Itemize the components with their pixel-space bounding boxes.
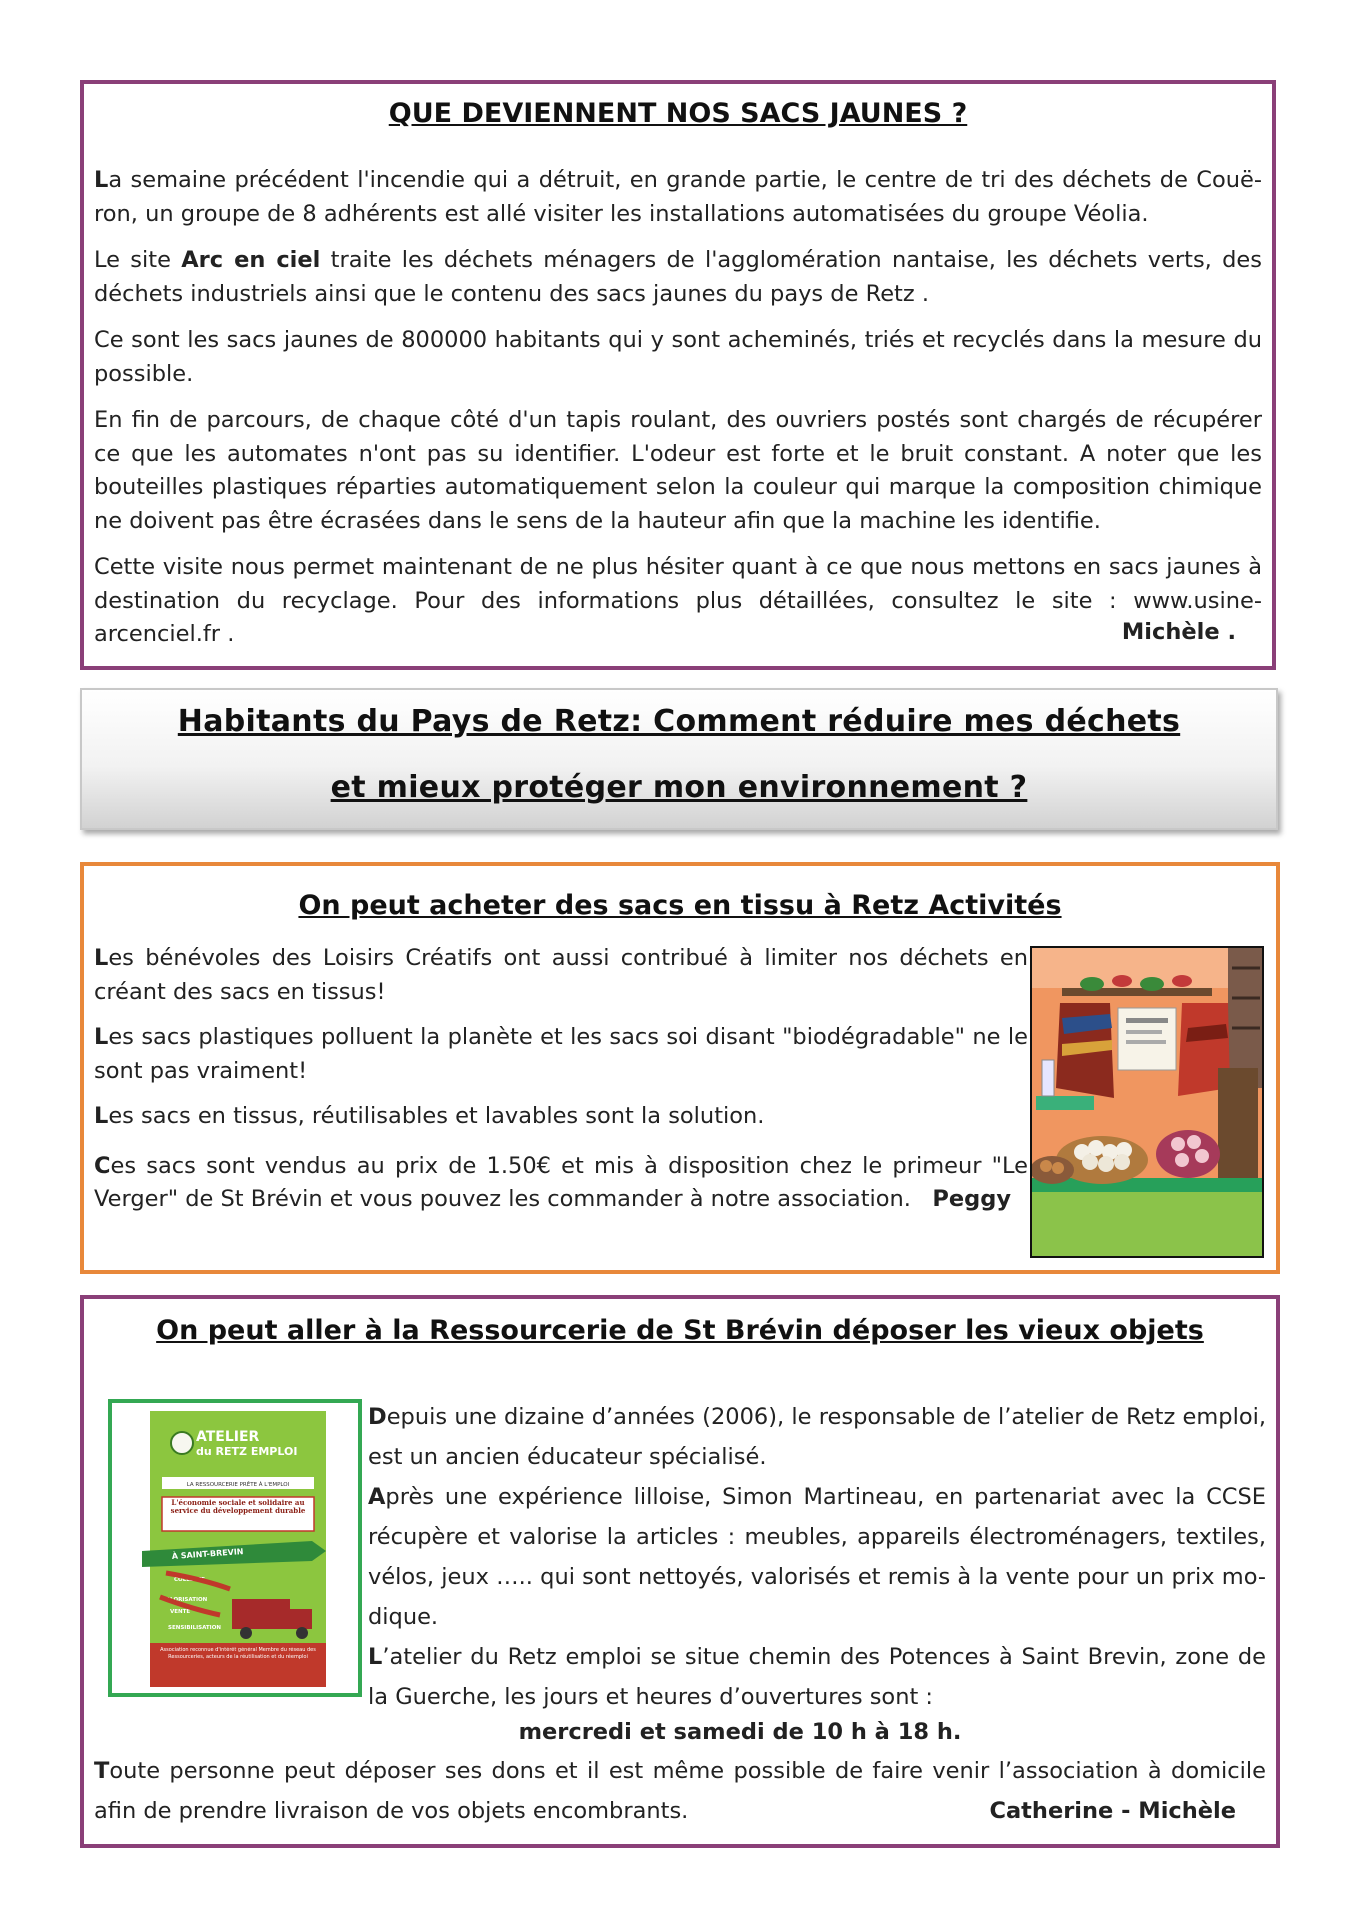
- sacs-tissu-title: On peut acheter des sacs en tissu à Retz Activités: [298, 890, 1062, 921]
- drop-letter: L: [368, 1644, 383, 1670]
- poster-step: SENSIBILISATION: [168, 1625, 221, 1631]
- ressourcerie-title: On peut aller à la Ressourcerie de St Brévin déposer les vieux objets: [156, 1315, 1204, 1346]
- market-stall-illustration: [1032, 948, 1262, 1256]
- ressourcerie-article: [80, 1295, 1280, 1848]
- paragraph-text: es bénévoles des Loisirs Créatifs ont aussi contribué à limiter nos déchets en créant des sacs en tissus!: [94, 945, 1028, 1005]
- poster-step: COLLECTE: [174, 1577, 206, 1583]
- sacs-tissu-body: [94, 942, 1028, 1229]
- banner-line-2: et mieux protéger mon environnement ?: [330, 770, 1028, 805]
- paragraph-text: ’atelier du Retz emploi se situe chemin des Potences à Saint Brevin, zone de la Guerche, les jours et heures d’ouvertures sont :: [368, 1644, 1266, 1710]
- market-stall-photo: [1030, 946, 1264, 1258]
- paragraph: [94, 164, 1262, 231]
- paragraph-text: a semaine précédent l'incendie qui a détruit, en grande partie, le centre de tri des déchets de Couë-ron, un groupe de 8 adhérents est allé visiter les installations automatisées du groupe Véolia.: [94, 167, 1262, 227]
- poster-step: VALORISATION: [162, 1597, 208, 1603]
- drop-letter: A: [368, 1484, 386, 1510]
- paragraph: [94, 942, 1028, 1009]
- sacs-jaunes-body: [94, 164, 1262, 647]
- paragraph: [94, 1150, 1028, 1217]
- paragraph: [368, 1477, 1266, 1637]
- sacs-jaunes-article: [80, 80, 1276, 670]
- paragraph-text: près une expérience lilloise, Simon Martineau, en partenariat avec la CCSE récupère et valorise la articles : meubles, appareils électroménagers, textiles, vélos, jeux ….. qui sont nettoyés, valorisés et remis à la vente pour un prix mo-dique.: [368, 1484, 1266, 1630]
- poster-footer: Association reconnue d'intérêt général Membre du réseau des Ressourceries, acteurs de la réutilisation et du réemploi: [160, 1647, 316, 1660]
- atelier-poster-illustration: [112, 1403, 358, 1693]
- paragraph: [368, 1397, 1266, 1477]
- drop-letter: L: [94, 1024, 109, 1050]
- drop-letter: T: [94, 1758, 110, 1784]
- paragraph-text: Le site: [94, 247, 182, 273]
- signature: Michèle .: [1121, 618, 1236, 645]
- section-banner: [80, 688, 1278, 830]
- paragraph: En fin de parcours, de chaque côté d'un tapis roulant, des ouvriers postés sont chargés de récupérer ce que les automates n'ont pas su identifier. L'odeur est forte et le bruit constant. A noter que les bouteilles plastiques réparties automatiquement selon la couleur qui marque la composition chimique ne doivent pas être écrasées dans le sens de la hauteur afin que la machine les identifie.: [94, 407, 1262, 534]
- drop-letter: C: [94, 1152, 111, 1179]
- drop-letter: D: [368, 1404, 387, 1430]
- ressourcerie-body: [368, 1397, 1266, 1717]
- paragraph-text: oute personne peut déposer ses dons et il est même possible de faire venir l’association à domicile afin de prendre livraison de vos objets encombrants.: [94, 1758, 1266, 1824]
- drop-letter: L: [94, 167, 109, 193]
- paragraph-text: Cette visite nous permet maintenant de ne plus hésiter quant à ce que nous mettons en sacs jaunes à destination du recyclage. Pour des informations plus détaillées, consultez le site : www.usine-arcenciel.fr .: [94, 554, 1262, 647]
- poster-tagline: LA RESSOURCERIE PRÊTE À L'EMPLOI: [186, 1482, 290, 1488]
- poster-step: VENTE: [170, 1609, 191, 1615]
- poster-box-text: L'économie sociale et solidaire au service du développement durable: [170, 1499, 306, 1515]
- drop-letter: L: [94, 1103, 109, 1129]
- signature: Catherine - Michèle: [989, 1798, 1236, 1824]
- paragraph: Ce sont les sacs jaunes de 800000 habitants qui y sont acheminés, triés et recyclés dans la mesure du possible.: [94, 327, 1262, 387]
- paragraph-text: es sacs sont vendus au prix de 1.50€ et mis à disposition chez le primeur "Le Verger" de St Brévin et vous pouvez les commander à notre association.: [94, 1152, 1028, 1212]
- paragraph-text: epuis une dizaine d’années (2006), le responsable de l’atelier de Retz emploi, est un ancien éducateur spécialisé.: [368, 1404, 1266, 1470]
- ressourcerie-footer: [94, 1751, 1266, 1831]
- paragraph: [94, 244, 1262, 311]
- sacs-jaunes-title: QUE DEVIENNENT NOS SACS JAUNES ?: [388, 98, 968, 129]
- poster-arrow-text: À SAINT-BREVIN: [171, 1547, 244, 1561]
- opening-hours: mercredi et samedi de 10 h à 18 h.: [518, 1719, 962, 1745]
- drop-letter: L: [94, 945, 109, 971]
- poster-brand-2: du RETZ EMPLOI: [196, 1445, 298, 1458]
- atelier-poster: [108, 1399, 362, 1697]
- paragraph-text: es sacs plastiques polluent la planète et les sacs soi disant "biodégradable" ne le sont pas vraiment!: [94, 1024, 1028, 1084]
- paragraph: [94, 1021, 1028, 1088]
- paragraph: [94, 1100, 1028, 1134]
- sacs-tissu-article: [80, 862, 1280, 1274]
- signature: Peggy: [932, 1186, 1012, 1212]
- poster-brand-1: ATELIER: [196, 1429, 260, 1445]
- site-name: Arc en ciel: [181, 247, 321, 273]
- paragraph-text: traite les déchets ménagers de l'agglomération nantaise, les déchets verts, des déchets industriels ainsi que le contenu des sacs jaunes du pays de Retz .: [94, 247, 1262, 307]
- banner-line-1: Habitants du Pays de Retz: Comment réduire mes déchets: [177, 704, 1181, 739]
- paragraph-text: es sacs en tissus, réutilisables et lavables sont la solution.: [108, 1103, 765, 1129]
- paragraph: [368, 1637, 1266, 1717]
